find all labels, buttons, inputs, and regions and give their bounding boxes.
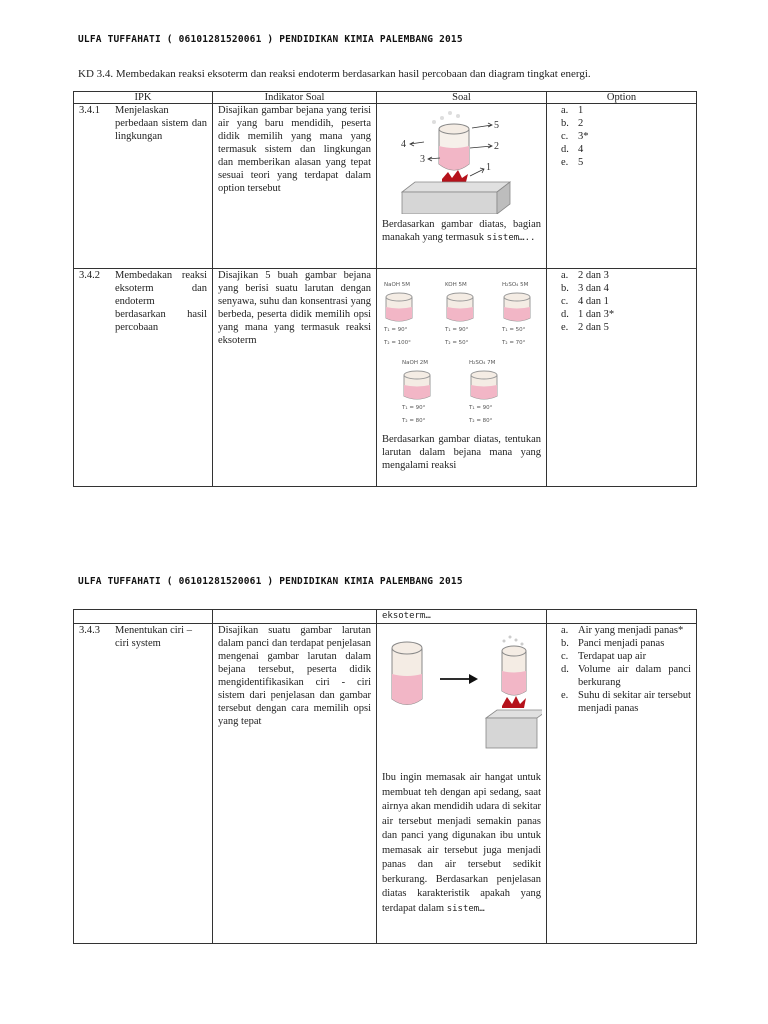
ipk-cell <box>74 269 213 487</box>
option-a: a. 1 <box>561 105 584 116</box>
figure-label-3: 3 <box>420 154 425 165</box>
table-row <box>74 104 697 269</box>
option-e: e. 5 <box>561 157 584 168</box>
option-d: d. 4 <box>561 144 584 155</box>
option-d: d. 1 dan 3* <box>561 309 615 320</box>
option-c: c. 4 dan 1 <box>561 296 609 307</box>
indikator-cell: Disajikan gambar bejana yang terisi air yang baru mendidih, peserta didik memilih yang mana yang termasuk sistem dan lingkungan dan memberikan alasan yang tepat sesuai teori yang terdapat dalam option tersebut <box>213 104 377 269</box>
header-option: Option <box>547 92 697 104</box>
beaker-icon <box>445 292 475 324</box>
beaker-icon <box>469 370 499 402</box>
question-table <box>73 91 697 487</box>
header-soal: Soal <box>377 92 547 104</box>
option-e: e. Suhu di sekitar air tersebut menjadi panas <box>561 690 691 714</box>
figure-label-1: 1 <box>486 162 491 173</box>
table-row <box>74 269 697 487</box>
indikator-cell: Disajikan 5 buah gambar bejana yang berisi suatu larutan dengan senyawa, suhu dan konsentrasi yang berbeda, peserta didik memilih opsi yang mana yang termasuk reaksi eksoterm <box>213 269 377 487</box>
ipk-code: 3.4.3 <box>79 625 100 636</box>
soal-tail: sistem… <box>446 903 485 914</box>
beaker-icon <box>502 292 532 324</box>
beaker-1: NaOH 5M T₁ = 90° T₂ = 100° <box>384 279 424 350</box>
soal-cell <box>377 269 547 487</box>
header-ipk: IPK <box>74 92 213 104</box>
figure-label-4: 4 <box>401 139 406 150</box>
option-a: a. Air yang menjadi panas* <box>561 625 684 636</box>
page-header: ULFA TUFFAHATI ( 06101281520061 ) PENDIDIKAN KIMIA PALEMBANG 2015 <box>78 576 463 587</box>
option-e: e. 2 dan 5 <box>561 322 609 333</box>
continuation-row <box>74 610 697 624</box>
option-b: b. Panci menjadi panas <box>561 638 665 649</box>
ipk-code: 3.4.2 <box>79 270 100 281</box>
option-c: c. 3* <box>561 131 589 142</box>
option-c: c. Terdapat uap air <box>561 651 647 662</box>
soal-text: Ibu ingin memasak air hangat untuk membuat teh dengan api sedang, saat airnya akan mendidih udara di sekitar air tersebut menjadi semakin panas dan panci yang digunakan ibu untuk memasak air tersebut juga menjadi panas dan air tersebut sedikit berkurang. Berdasarkan penjelasan diatas karakteristik apakah yang terdapat dalam sistem… <box>382 772 541 914</box>
beaker-icon <box>384 292 414 324</box>
option-a: a. 2 dan 3 <box>561 270 609 281</box>
beaker-3: H₂SO₄ 5M T₁ = 50° T₂ = 70° <box>502 279 542 350</box>
boiling-beaker-figure <box>382 104 542 214</box>
option-cell <box>547 269 697 487</box>
beaker-4: NaOH 2M T₁ = 90° T₂ = 80° <box>402 357 442 428</box>
beaker-icon <box>402 370 432 402</box>
heating-pot-figure <box>382 624 542 749</box>
question-table-continued <box>73 609 697 944</box>
ipk-cell <box>74 104 213 269</box>
option-b: b. 3 dan 4 <box>561 283 609 294</box>
ipk-code: 3.4.1 <box>79 105 100 116</box>
soal-cell <box>377 104 547 269</box>
option-cell <box>547 104 697 269</box>
ipk-text: Membedakan reaksi eksoterm dan endoterm berdasarkan hasil percobaan <box>115 270 207 333</box>
figure-label-2: 2 <box>494 141 499 152</box>
option-cell <box>547 624 697 944</box>
continuation-text: eksoterm… <box>377 610 547 624</box>
option-list <box>552 269 691 334</box>
page-header: ULFA TUFFAHATI ( 06101281520061 ) PENDIDIKAN KIMIA PALEMBANG 2015 <box>78 34 463 45</box>
beakers-figure <box>382 269 541 429</box>
soal-text: Berdasarkan gambar diatas, bagian manakah yang termasuk sistem….. <box>382 219 541 243</box>
option-list <box>552 104 691 169</box>
figure-label-5: 5 <box>494 120 499 131</box>
ipk-text: Menentukan ciri – ciri system <box>115 625 192 649</box>
option-b: b. 2 <box>561 118 584 129</box>
soal-tail: sistem….. <box>486 233 536 243</box>
beaker-2: KOH 5M T₁ = 90° T₂ = 50° <box>445 279 485 350</box>
beaker-5: H₂SO₄ 7M T₁ = 90° T₂ = 80° <box>469 357 509 428</box>
kd-statement: KD 3.4. Membedakan reaksi eksoterm dan reaksi endoterm berdasarkan hasil percobaan dan diagram tingkat energi. <box>78 68 591 80</box>
soal-cell <box>377 624 547 944</box>
indikator-cell: Disajikan suatu gambar larutan dalam panci dan terdapat penjelasan mengenai gambar larutan dalam bejana tersebut, peserta didik mengidentifikasikan ciri - ciri sistem dari penjelasan dan gambar tersebut dengan cara memilih opsi yang tepat <box>213 624 377 944</box>
soal-text: Berdasarkan gambar diatas, tentukan larutan dalam bejana mana yang mengalami reaksi <box>382 434 541 471</box>
table-row <box>74 624 697 944</box>
header-indikator: Indikator Soal <box>213 92 377 104</box>
ipk-text: Menjelaskan perbedaan sistem dan lingkungan <box>115 105 207 142</box>
table-header-row <box>74 92 697 104</box>
option-list <box>552 624 691 715</box>
option-d: d. Volume air dalam panci berkurang <box>561 664 691 688</box>
ipk-cell <box>74 624 213 944</box>
